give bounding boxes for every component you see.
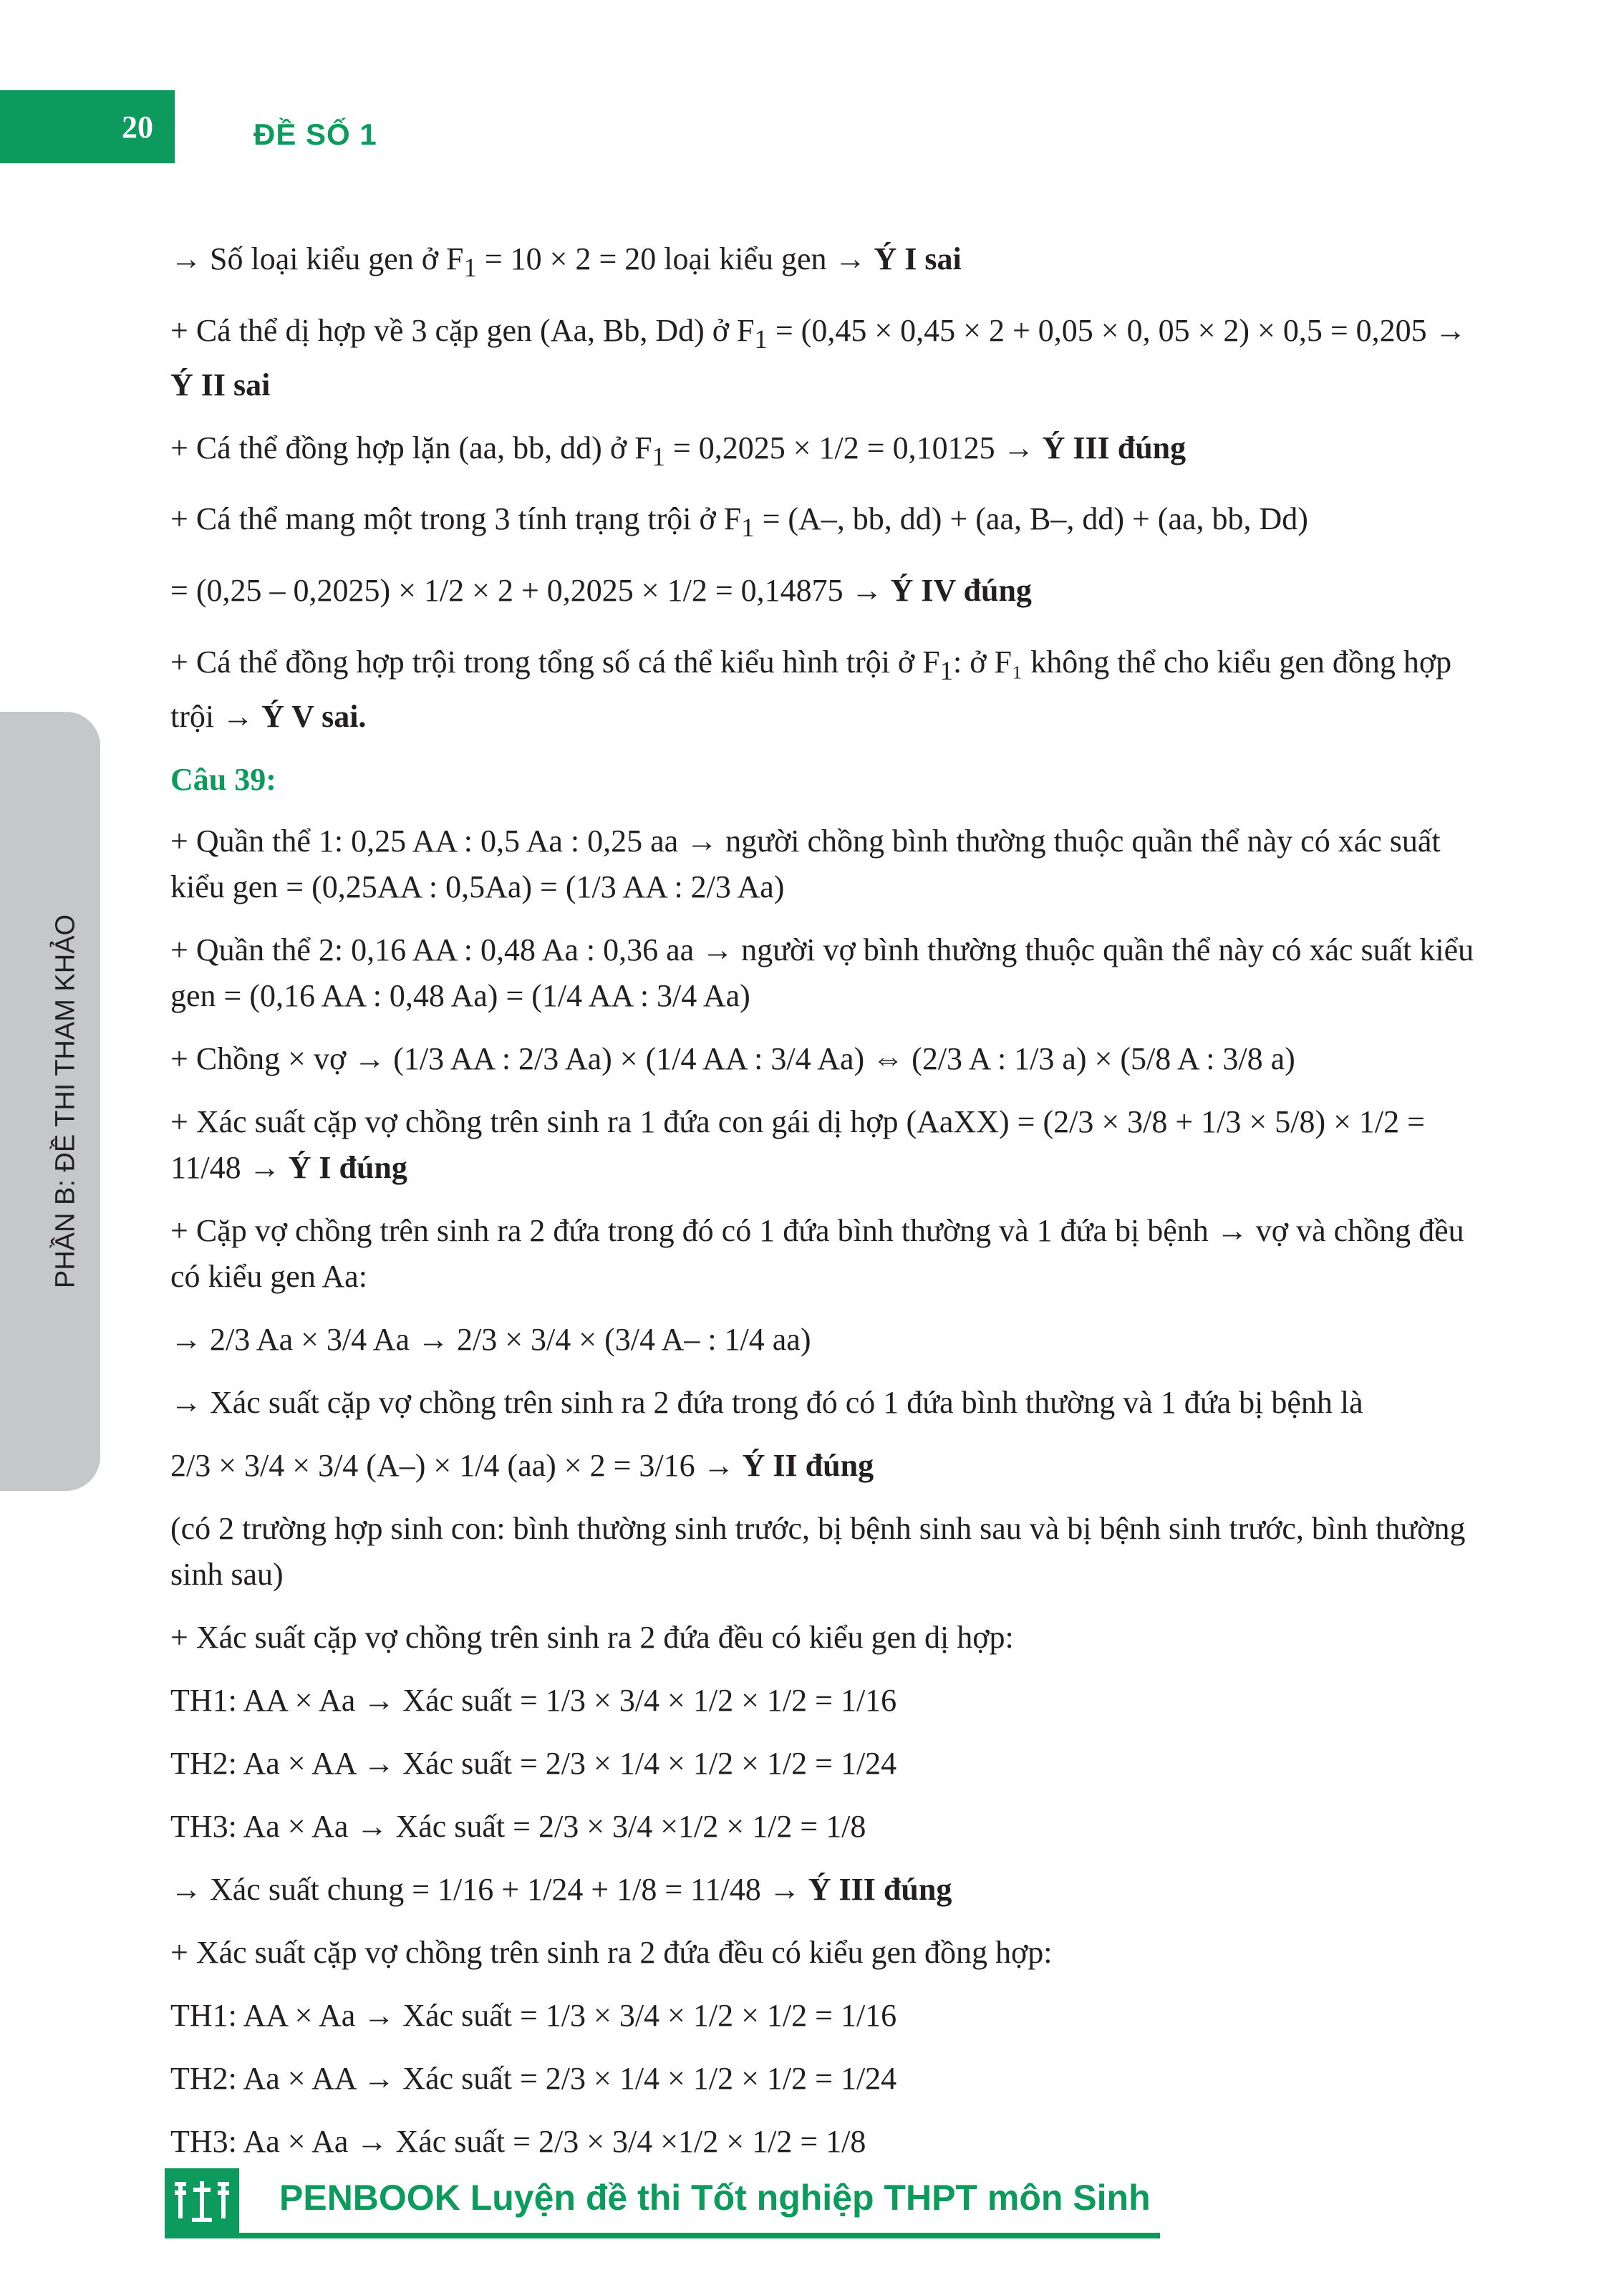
body-line: + Cá thể đồng hợp lặn (aa, bb, dd) ở $F_1 = 0,2025 \times 1/2 = 0,10125$ → Ý III đúng: [170, 430, 1186, 471]
body-line: + Cá thể đồng hợp trội trong tổng số cá thể kiểu hình trội ở $F_1$: ở F₁ không thể cho kiểu gen đồng hợp trội → Ý V sai.: [170, 644, 1452, 734]
body-line: (có 2 trường hợp sinh con: bình thường sinh trước, bị bệnh sinh sau và bị bệnh sinh trước, bình thường sinh sau): [170, 1510, 1466, 1592]
body-line: + Chồng × vợ → (1/3 AA : 2/3 Aa) × (1/4 AA : 3/4 Aa) ⇔ (2/3 A : 1/3 a) × (5/8 A : 3/8 a): [170, 1040, 1295, 1076]
section-title: ĐỀ SỐ 1: [253, 117, 377, 151]
body-line: TH2: Aa × AA → Xác suất = 2/3 × 1/4 × 1/2 × 1/2 = 1/24: [170, 1745, 897, 1781]
body-line: + Xác suất cặp vợ chồng trên sinh ra 2 đứa đều có kiểu gen dị hợp:: [170, 1619, 1014, 1655]
body-line: TH1: AA × Aa → Xác suất = 1/3 × 3/4 × 1/2 × 1/2 = 1/16: [170, 1997, 897, 2033]
body-line: TH3: Aa × Aa → Xác suất = 2/3 × 3/4 ×1/2 × 1/2 = 1/8: [170, 2123, 866, 2159]
page-number: 20: [0, 90, 175, 163]
body-line: 2/3 × 3/4 × 3/4 (A–) × 1/4 (aa) × 2 = 3/16 → Ý II đúng: [170, 1447, 874, 1483]
penbook-logo-icon: [165, 2168, 239, 2236]
body-line: → 2/3 Aa × 3/4 Aa → 2/3 × 3/4 × (3/4 A– : 1/4 aa): [170, 1321, 811, 1357]
body-line: + Quần thể 2: 0,16 AA : 0,48 Aa : 0,36 aa → người vợ bình thường thuộc quần thể này có xác suất kiểu gen = (0,16 AA : 0,48 Aa) = (1/4 AA : 3/4 Aa): [170, 932, 1474, 1013]
body-line: + Xác suất cặp vợ chồng trên sinh ra 2 đứa đều có kiểu gen đồng hợp:: [170, 1934, 1053, 1970]
body-line: + Cá thể mang một trong 3 tính trạng trội ở $F_1 = (A-$, bb, dd) + (aa, B–, dd) + (aa, bb, Dd): [170, 501, 1308, 543]
body-line: + Xác suất cặp vợ chồng trên sinh ra 1 đứa con gái dị hợp (AaXX) = (2/3 × 3/8 + 1/3 × 5/8) × 1/2 = 11/48 → Ý I đúng: [170, 1103, 1425, 1185]
footer-title: PENBOOK Luyện đề thi Tốt nghiệp THPT môn Sinh: [279, 2178, 1151, 2218]
body-line: = (0,25 – 0,2025) × 1/2 × 2 + 0,2025 × 1/2 = 0,14875 → Ý IV đúng: [170, 573, 1032, 609]
footer-divider: [165, 2233, 1160, 2238]
body-line: → Xác suất chung = 1/16 + 1/24 + 1/8 = 11/48 → Ý III đúng: [170, 1871, 952, 1907]
body-line: + Cặp vợ chồng trên sinh ra 2 đứa trong đó có 1 đứa bình thường và 1 đứa bị bệnh → vợ và chồng đều có kiểu gen Aa:: [170, 1212, 1464, 1294]
body-line: → Số loại kiểu gen ở $F_1 = 10 \times 2 = 20$ loại kiểu gen → Ý I sai: [170, 241, 962, 282]
question-heading: Câu 39:: [170, 761, 276, 797]
body-line: → Xác suất cặp vợ chồng trên sinh ra 2 đứa trong đó có 1 đứa bình thường và 1 đứa bị bệnh là: [170, 1384, 1363, 1420]
page-body: [170, 236, 1481, 2182]
body-line: + Cá thể dị hợp về 3 cặp gen (Aa, Bb, Dd) ở $F_1 = (0,45 \times 0,45 \times 2 + 0,05 \times 0$, 05 × 2) × 0,5 = 0,205 → Ý II sai: [170, 312, 1466, 402]
body-line: + Quần thể 1: 0,25 AA : 0,5 Aa : 0,25 aa → người chồng bình thường thuộc quần thể này có xác suất kiểu gen = (0,25AA : 0,5Aa) = (1/3 AA : 2/3 Aa): [170, 823, 1441, 904]
body-line: TH1: AA × Aa → Xác suất = 1/3 × 3/4 × 1/2 × 1/2 = 1/16: [170, 1682, 897, 1718]
body-line: TH2: Aa × AA → Xác suất = 2/3 × 1/4 × 1/2 × 1/2 = 1/24: [170, 2060, 897, 2096]
body-line: TH3: Aa × Aa → Xác suất = 2/3 × 3/4 ×1/2 × 1/2 = 1/8: [170, 1808, 866, 1844]
side-tab-label: PHẦN B: ĐỀ THI THAM KHẢO: [50, 914, 81, 1289]
